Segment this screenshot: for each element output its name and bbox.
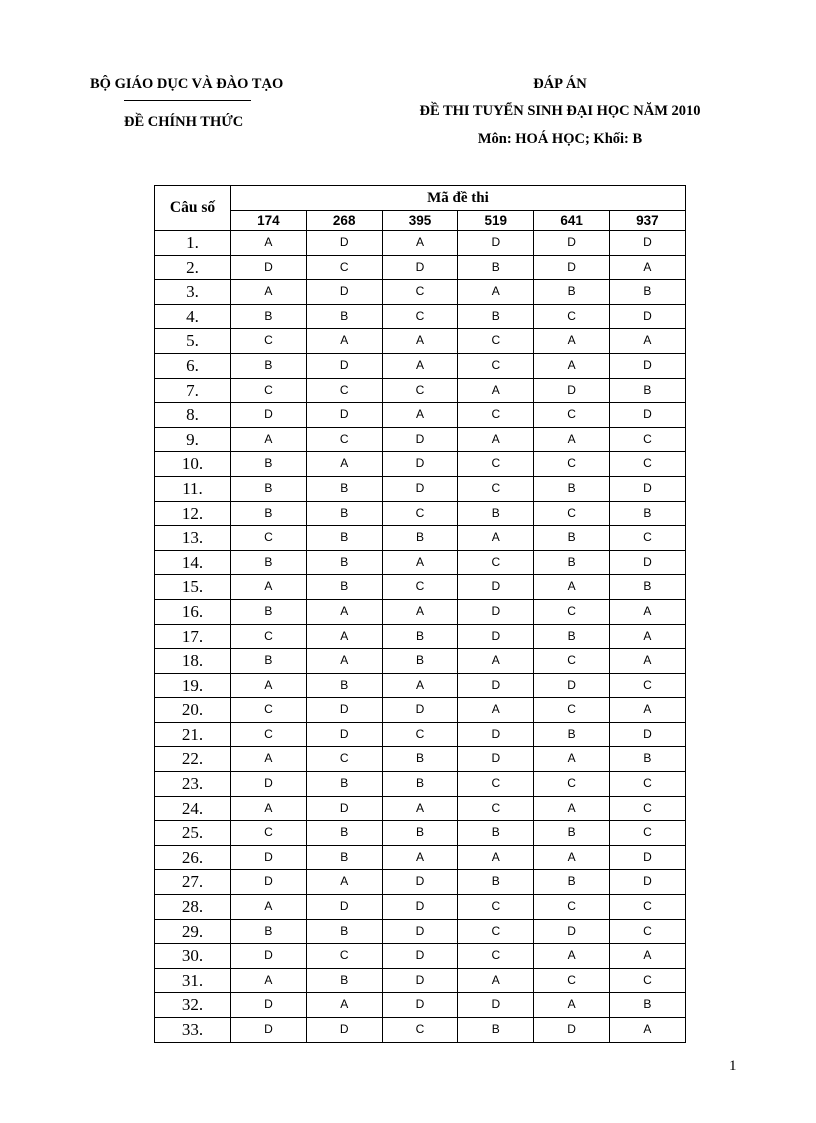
answer-cell: A bbox=[609, 255, 685, 280]
table-row bbox=[155, 575, 686, 600]
answer-cell: C bbox=[458, 944, 534, 969]
answer-cell: B bbox=[382, 526, 458, 551]
answer-cell: D bbox=[306, 1018, 382, 1043]
answer-cell: B bbox=[231, 353, 307, 378]
answer-cell: A bbox=[231, 231, 307, 256]
answer-cell: B bbox=[534, 821, 610, 846]
question-number: 1. bbox=[155, 231, 231, 256]
answer-cell: C bbox=[609, 452, 685, 477]
answer-cell: D bbox=[458, 747, 534, 772]
answer-cell: D bbox=[231, 993, 307, 1018]
answer-cell: B bbox=[534, 280, 610, 305]
answer-cell: B bbox=[534, 550, 610, 575]
answer-cell: B bbox=[306, 845, 382, 870]
question-number: 30. bbox=[155, 944, 231, 969]
answer-cell: C bbox=[306, 378, 382, 403]
exam-code-header: 174 bbox=[231, 211, 307, 231]
question-number: 7. bbox=[155, 378, 231, 403]
answer-cell: D bbox=[609, 722, 685, 747]
answer-cell: A bbox=[534, 845, 610, 870]
answer-cell: B bbox=[609, 280, 685, 305]
answer-cell: A bbox=[458, 280, 534, 305]
ministry-underline bbox=[124, 100, 251, 101]
answer-cell: B bbox=[609, 501, 685, 526]
answer-cell: C bbox=[458, 550, 534, 575]
answer-cell: A bbox=[306, 599, 382, 624]
table-row bbox=[155, 378, 686, 403]
table-row bbox=[155, 403, 686, 428]
answer-cell: A bbox=[458, 698, 534, 723]
answer-cell: D bbox=[458, 599, 534, 624]
answer-cell: C bbox=[231, 329, 307, 354]
question-number: 22. bbox=[155, 747, 231, 772]
answer-cell: A bbox=[609, 649, 685, 674]
question-number: 13. bbox=[155, 526, 231, 551]
exam-code-group-header: Mã đề thi bbox=[231, 186, 686, 211]
answer-cell: D bbox=[382, 452, 458, 477]
question-number: 28. bbox=[155, 895, 231, 920]
answer-cell: D bbox=[306, 698, 382, 723]
question-number: 12. bbox=[155, 501, 231, 526]
question-number: 25. bbox=[155, 821, 231, 846]
exam-code-header: 519 bbox=[458, 211, 534, 231]
answer-cell: C bbox=[231, 624, 307, 649]
answer-cell: A bbox=[231, 747, 307, 772]
answer-cell: A bbox=[534, 944, 610, 969]
answer-cell: C bbox=[534, 599, 610, 624]
answer-cell: C bbox=[458, 403, 534, 428]
answer-cell: B bbox=[609, 575, 685, 600]
answer-cell: B bbox=[534, 722, 610, 747]
answer-cell: D bbox=[382, 255, 458, 280]
answer-cell: A bbox=[382, 599, 458, 624]
table-row bbox=[155, 968, 686, 993]
question-number: 15. bbox=[155, 575, 231, 600]
answer-cell: B bbox=[306, 501, 382, 526]
answer-cell: B bbox=[231, 649, 307, 674]
question-number: 29. bbox=[155, 919, 231, 944]
answer-cell: A bbox=[458, 427, 534, 452]
table-row bbox=[155, 427, 686, 452]
answer-cell: A bbox=[534, 575, 610, 600]
answer-cell: C bbox=[609, 895, 685, 920]
answer-cell: A bbox=[306, 649, 382, 674]
answer-cell: C bbox=[231, 526, 307, 551]
answer-cell: C bbox=[534, 403, 610, 428]
answer-cell: C bbox=[534, 452, 610, 477]
answer-cell: D bbox=[534, 255, 610, 280]
question-number: 3. bbox=[155, 280, 231, 305]
answer-cell: D bbox=[306, 796, 382, 821]
answer-cell: A bbox=[231, 427, 307, 452]
answer-cell: B bbox=[306, 919, 382, 944]
answer-cell: C bbox=[458, 772, 534, 797]
answer-cell: A bbox=[458, 526, 534, 551]
answer-cell: B bbox=[382, 649, 458, 674]
answer-cell: D bbox=[382, 427, 458, 452]
question-number: 5. bbox=[155, 329, 231, 354]
answer-cell: D bbox=[534, 231, 610, 256]
answer-cell: D bbox=[534, 1018, 610, 1043]
answer-cell: C bbox=[609, 821, 685, 846]
answer-cell: B bbox=[231, 919, 307, 944]
table-row bbox=[155, 255, 686, 280]
answer-cell: D bbox=[382, 919, 458, 944]
answer-cell: B bbox=[534, 870, 610, 895]
answer-cell: B bbox=[534, 476, 610, 501]
answer-cell: B bbox=[609, 378, 685, 403]
answer-cell: A bbox=[382, 403, 458, 428]
answer-cell: B bbox=[458, 304, 534, 329]
answer-cell: C bbox=[231, 821, 307, 846]
answer-cell: C bbox=[458, 329, 534, 354]
table-row bbox=[155, 304, 686, 329]
exam-code-header: 937 bbox=[609, 211, 685, 231]
table-row bbox=[155, 796, 686, 821]
answer-cell: A bbox=[231, 968, 307, 993]
answer-cell: A bbox=[458, 649, 534, 674]
answer-cell: B bbox=[306, 304, 382, 329]
answer-cell: A bbox=[534, 747, 610, 772]
answer-cell: D bbox=[382, 993, 458, 1018]
answer-cell: D bbox=[231, 870, 307, 895]
answer-key-title: ĐÁP ÁN bbox=[533, 76, 587, 92]
answer-cell: C bbox=[306, 255, 382, 280]
answer-cell: C bbox=[458, 895, 534, 920]
answer-cell: C bbox=[382, 378, 458, 403]
answer-cell: A bbox=[382, 845, 458, 870]
answer-cell: D bbox=[231, 944, 307, 969]
question-number: 20. bbox=[155, 698, 231, 723]
answer-cell: C bbox=[609, 772, 685, 797]
table-row bbox=[155, 722, 686, 747]
answer-cell: C bbox=[534, 304, 610, 329]
table-row bbox=[155, 476, 686, 501]
answer-cell: A bbox=[231, 280, 307, 305]
answer-cell: D bbox=[231, 1018, 307, 1043]
answer-cell: C bbox=[382, 304, 458, 329]
answer-cell: B bbox=[306, 550, 382, 575]
table-row bbox=[155, 845, 686, 870]
answer-table bbox=[154, 185, 686, 1043]
table-row bbox=[155, 624, 686, 649]
answer-cell: C bbox=[458, 796, 534, 821]
subject-line: Môn: HOÁ HỌC; Khối: B bbox=[477, 131, 643, 147]
answer-cell: A bbox=[609, 624, 685, 649]
table-row bbox=[155, 452, 686, 477]
answer-cell: B bbox=[458, 1018, 534, 1043]
exam-code-header-row bbox=[155, 211, 686, 231]
table-row bbox=[155, 280, 686, 305]
answer-cell: D bbox=[382, 698, 458, 723]
answer-cell: D bbox=[534, 919, 610, 944]
answer-cell: A bbox=[306, 993, 382, 1018]
answer-cell: B bbox=[534, 624, 610, 649]
answer-cell: A bbox=[306, 452, 382, 477]
answer-cell: D bbox=[306, 722, 382, 747]
answer-cell: C bbox=[231, 698, 307, 723]
question-number: 14. bbox=[155, 550, 231, 575]
question-number: 8. bbox=[155, 403, 231, 428]
question-number-header: Câu số bbox=[155, 186, 231, 231]
answer-cell: C bbox=[382, 1018, 458, 1043]
answer-cell: D bbox=[609, 870, 685, 895]
question-number: 19. bbox=[155, 673, 231, 698]
answer-cell: B bbox=[306, 968, 382, 993]
answer-cell: C bbox=[306, 747, 382, 772]
answer-cell: C bbox=[609, 919, 685, 944]
answer-cell: A bbox=[306, 624, 382, 649]
answer-cell: B bbox=[458, 501, 534, 526]
answer-cell: A bbox=[534, 353, 610, 378]
answer-cell: D bbox=[306, 280, 382, 305]
answer-cell: A bbox=[231, 673, 307, 698]
answer-cell: B bbox=[306, 673, 382, 698]
answer-cell: C bbox=[609, 968, 685, 993]
official-label: ĐỀ CHÍNH THỨC bbox=[124, 114, 244, 130]
table-row bbox=[155, 821, 686, 846]
question-number: 11. bbox=[155, 476, 231, 501]
answer-cell: B bbox=[382, 772, 458, 797]
table-row bbox=[155, 550, 686, 575]
answer-cell: C bbox=[306, 944, 382, 969]
answer-cell: A bbox=[382, 353, 458, 378]
answer-cell: A bbox=[609, 944, 685, 969]
page-number: 1 bbox=[729, 1058, 737, 1074]
table-row bbox=[155, 919, 686, 944]
question-number: 16. bbox=[155, 599, 231, 624]
table-row bbox=[155, 772, 686, 797]
answer-cell: C bbox=[458, 452, 534, 477]
answer-cell: B bbox=[458, 870, 534, 895]
answer-cell: C bbox=[306, 427, 382, 452]
question-number: 10. bbox=[155, 452, 231, 477]
table-row bbox=[155, 649, 686, 674]
table-row bbox=[155, 698, 686, 723]
answer-cell: C bbox=[458, 919, 534, 944]
answer-cell: B bbox=[458, 255, 534, 280]
table-row bbox=[155, 353, 686, 378]
answer-table-body bbox=[155, 231, 686, 1043]
answer-cell: C bbox=[382, 575, 458, 600]
table-row bbox=[155, 895, 686, 920]
answer-cell: C bbox=[609, 427, 685, 452]
answer-cell: D bbox=[306, 895, 382, 920]
answer-cell: D bbox=[534, 673, 610, 698]
answer-cell: B bbox=[231, 452, 307, 477]
answer-cell: C bbox=[609, 796, 685, 821]
table-row bbox=[155, 747, 686, 772]
question-number: 9. bbox=[155, 427, 231, 452]
answer-cell: A bbox=[534, 329, 610, 354]
answer-cell: C bbox=[231, 722, 307, 747]
answer-cell: B bbox=[306, 476, 382, 501]
answer-cell: A bbox=[231, 895, 307, 920]
question-number: 31. bbox=[155, 968, 231, 993]
answer-cell: A bbox=[609, 329, 685, 354]
answer-cell: A bbox=[306, 329, 382, 354]
exam-code-header: 641 bbox=[534, 211, 610, 231]
table-row bbox=[155, 231, 686, 256]
answer-cell: D bbox=[306, 231, 382, 256]
answer-cell: D bbox=[609, 231, 685, 256]
answer-cell: A bbox=[609, 599, 685, 624]
answer-cell: A bbox=[382, 231, 458, 256]
answer-cell: C bbox=[382, 280, 458, 305]
answer-cell: D bbox=[382, 895, 458, 920]
answer-cell: B bbox=[231, 501, 307, 526]
answer-cell: B bbox=[306, 821, 382, 846]
table-row bbox=[155, 329, 686, 354]
answer-cell: D bbox=[458, 231, 534, 256]
answer-cell: A bbox=[382, 796, 458, 821]
answer-cell: B bbox=[306, 526, 382, 551]
answer-cell: A bbox=[534, 993, 610, 1018]
question-number: 17. bbox=[155, 624, 231, 649]
answer-cell: C bbox=[534, 501, 610, 526]
question-number: 33. bbox=[155, 1018, 231, 1043]
question-number: 18. bbox=[155, 649, 231, 674]
question-number: 2. bbox=[155, 255, 231, 280]
answer-cell: C bbox=[534, 968, 610, 993]
answer-cell: C bbox=[534, 772, 610, 797]
answer-cell: B bbox=[306, 575, 382, 600]
answer-cell: C bbox=[534, 895, 610, 920]
table-row bbox=[155, 870, 686, 895]
table-row bbox=[155, 673, 686, 698]
answer-cell: D bbox=[306, 353, 382, 378]
answer-cell: D bbox=[231, 255, 307, 280]
answer-cell: B bbox=[609, 993, 685, 1018]
answer-cell: D bbox=[231, 772, 307, 797]
answer-cell: D bbox=[458, 575, 534, 600]
exam-code-header: 395 bbox=[382, 211, 458, 231]
answer-cell: A bbox=[382, 673, 458, 698]
answer-cell: B bbox=[382, 624, 458, 649]
answer-cell: D bbox=[458, 993, 534, 1018]
question-number: 6. bbox=[155, 353, 231, 378]
table-row bbox=[155, 526, 686, 551]
answer-cell: A bbox=[382, 329, 458, 354]
answer-cell: D bbox=[458, 673, 534, 698]
answer-cell: A bbox=[231, 796, 307, 821]
answer-cell: B bbox=[534, 526, 610, 551]
answer-cell: D bbox=[534, 378, 610, 403]
answer-cell: C bbox=[382, 722, 458, 747]
question-number: 32. bbox=[155, 993, 231, 1018]
table-row bbox=[155, 599, 686, 624]
answer-cell: B bbox=[231, 599, 307, 624]
answer-cell: C bbox=[458, 353, 534, 378]
answer-cell: D bbox=[609, 403, 685, 428]
answer-cell: D bbox=[458, 722, 534, 747]
answer-cell: D bbox=[231, 845, 307, 870]
answer-cell: A bbox=[534, 427, 610, 452]
question-number: 26. bbox=[155, 845, 231, 870]
answer-cell: D bbox=[458, 624, 534, 649]
answer-cell: D bbox=[609, 845, 685, 870]
answer-cell: D bbox=[609, 476, 685, 501]
answer-cell: B bbox=[609, 747, 685, 772]
answer-cell: D bbox=[609, 550, 685, 575]
answer-cell: B bbox=[231, 476, 307, 501]
answer-cell: A bbox=[306, 870, 382, 895]
answer-cell: C bbox=[458, 476, 534, 501]
question-number: 21. bbox=[155, 722, 231, 747]
answer-cell: D bbox=[231, 403, 307, 428]
answer-cell: C bbox=[534, 649, 610, 674]
answer-cell: A bbox=[458, 845, 534, 870]
answer-cell: A bbox=[458, 968, 534, 993]
answer-cell: B bbox=[231, 304, 307, 329]
answer-cell: A bbox=[231, 575, 307, 600]
answer-cell: C bbox=[534, 698, 610, 723]
table-row bbox=[155, 501, 686, 526]
answer-cell: A bbox=[609, 698, 685, 723]
answer-cell: D bbox=[609, 304, 685, 329]
answer-cell: A bbox=[382, 550, 458, 575]
answer-cell: D bbox=[382, 968, 458, 993]
answer-cell: C bbox=[231, 378, 307, 403]
question-number: 24. bbox=[155, 796, 231, 821]
exam-code-header: 268 bbox=[306, 211, 382, 231]
question-number: 27. bbox=[155, 870, 231, 895]
ministry-name: BỘ GIÁO DỤC VÀ ĐÀO TẠO bbox=[90, 76, 284, 92]
table-row bbox=[155, 944, 686, 969]
exam-title: ĐỀ THI TUYỂN SINH ĐẠI HỌC NĂM 2010 bbox=[419, 103, 701, 119]
table-row bbox=[155, 993, 686, 1018]
answer-cell: B bbox=[382, 747, 458, 772]
question-number: 4. bbox=[155, 304, 231, 329]
answer-cell: C bbox=[609, 673, 685, 698]
answer-cell: C bbox=[609, 526, 685, 551]
answer-cell: D bbox=[382, 944, 458, 969]
answer-cell: B bbox=[458, 821, 534, 846]
question-number: 23. bbox=[155, 772, 231, 797]
answer-cell: C bbox=[382, 501, 458, 526]
answer-cell: A bbox=[458, 378, 534, 403]
table-row bbox=[155, 1018, 686, 1043]
answer-cell: B bbox=[306, 772, 382, 797]
answer-cell: A bbox=[534, 796, 610, 821]
answer-cell: A bbox=[609, 1018, 685, 1043]
answer-cell: D bbox=[609, 353, 685, 378]
answer-cell: B bbox=[382, 821, 458, 846]
answer-cell: D bbox=[306, 403, 382, 428]
answer-cell: D bbox=[382, 870, 458, 895]
answer-cell: D bbox=[382, 476, 458, 501]
answer-cell: B bbox=[231, 550, 307, 575]
